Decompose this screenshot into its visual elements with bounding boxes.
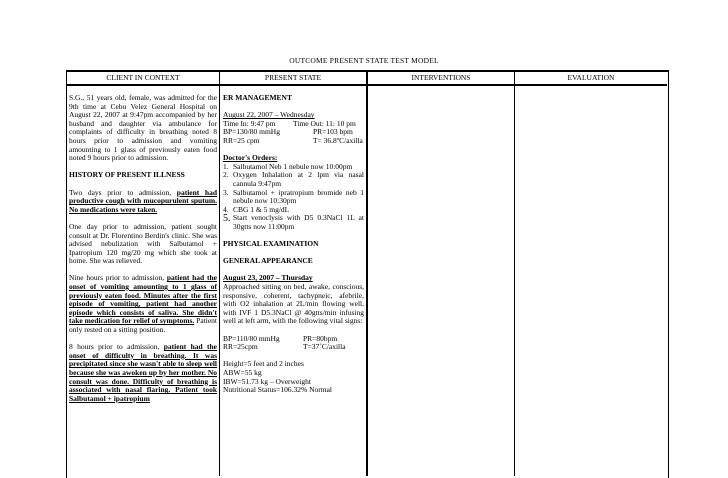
doctors-orders-list: [223, 163, 364, 232]
order-number: 1.: [223, 161, 229, 171]
present-state-column: [223, 94, 364, 395]
list-item: [223, 189, 364, 206]
order-number: 3.: [223, 187, 229, 197]
hpi-heading: HISTORY OF PRESENT ILLNESS: [69, 170, 185, 180]
client-in-context-column: [69, 94, 217, 403]
hpi-p4-lead: 8 hours prior to admission,: [69, 342, 160, 352]
er-management-heading: ER MANAGEMENT: [223, 93, 292, 102]
pulse-rate: PR=103 bpm: [313, 127, 353, 137]
temperature: T=37˚C/axilla: [303, 342, 346, 352]
vitals-row-4: [223, 343, 364, 352]
header-evaluation: EVALUATION: [567, 73, 615, 82]
hpi-p1-emphasis: patient had productive cough with mucopurulent sputum. No medications were taken.: [69, 187, 217, 214]
blood-pressure: BP=130/80 mmHg: [223, 127, 280, 137]
order-text: Salbutamol + ipratropium bromide neb 1 nebule now 10:30pm: [233, 187, 364, 206]
respiratory-rate: RR=25 cpm: [223, 135, 260, 145]
blood-pressure: BP=110/80 mmHg: [223, 333, 280, 343]
order-number: 5.: [223, 213, 231, 225]
order-number: 2.: [223, 170, 229, 180]
pulse-rate: PR=80bpm: [303, 333, 338, 343]
hpi-paragraph-4: [69, 343, 217, 403]
time-in: Time In: 9:47 pm: [223, 118, 276, 128]
doctors-orders-heading: Doctor's Orders:: [223, 153, 278, 163]
column-divider: [366, 70, 368, 476]
general-appearance-heading: GENERAL APPEARANCE: [223, 256, 313, 266]
general-appearance-text: Approached sitting on bed, awake, conscious, responsive, coherent, tachypneic, afebrile, with O2 inhalation at 2L/min flowing well, with IVF 1 D5.3NaCl @ 40gtts/min infusing well at left arm, with the following vital signs:: [223, 282, 364, 326]
hpi-p3-emphasis: patient had the onset of vomiting amounting to 1 glass of previously eaten food. Minutes after the first episode of vomiting, patient had another episode which consists of saliva. She didn't take medication for relief of symptoms.: [69, 273, 218, 326]
physical-examination-heading: PHYSICAL EXAMINATION: [223, 239, 319, 249]
pe-date: August 23, 2007 – Thursday: [223, 273, 313, 283]
nutritional-status: Nutritional Status=106.32% Normal: [223, 385, 333, 395]
temperature: T= 36.8ºC/axilla: [313, 135, 363, 145]
time-out: Time Out: 11: 10 pm: [293, 118, 356, 128]
document-title: OUTCOME PRESENT STATE TEST MODEL: [289, 56, 439, 65]
hpi-p1-lead: Two days prior to admission,: [69, 187, 172, 197]
hpi-paragraph-3: [69, 274, 217, 334]
hpi-p4-emphasis: patient had the onset of difficulty in breathing. It was precipitated since she wasn't able to sleep well because she was awoken up by her mother. No consult was done. Difficulty of breathing is associated with nasal flaring. Patient took Salbutamol + ipatropium: [69, 342, 218, 403]
order-text: Start venoclysis with D5 0.3NaCl 1L at 30gtts now 11:00pm: [233, 213, 364, 231]
actual-body-weight: ABW=55 kg: [223, 368, 262, 377]
order-text: CBG 1 & 5 mg/dL: [233, 204, 290, 214]
er-date: August 22, 2007 – Wednesday: [223, 110, 315, 120]
hpi-paragraph-1: [69, 189, 217, 215]
column-divider: [514, 70, 515, 476]
header-present-state: PRESENT STATE: [264, 73, 322, 82]
order-number: 4.: [223, 204, 229, 214]
hpi-p3-tail: Patient only rested on a sitting position.: [69, 316, 217, 335]
height: Height=5 feet and 2 inches: [223, 359, 304, 369]
ideal-body-weight: IBW=51.73 kg – Overweight: [223, 376, 311, 386]
order-text: Oxygen Inhalation at 2 lpm via nasal cannula 9:47pm: [233, 170, 364, 188]
list-item: [223, 214, 364, 231]
client-intro: S.G., 51 years old, female, was admitted for the 9th time at Cebu Velez General Hospital on August 22, 2007 at 9:47pm accompanied by her husband and daughter via ambulance for complaints of difficulty in breathing noted 8 hours prior to admission and vomiting amounting to 1 glass of previously eaten food noted 9 hours prior to admission.: [69, 93, 217, 163]
hpi-paragraph-2: One day prior to admission, patient sought consult at Dr. Florentino Berdin's clinic. She was advised nebulization with Salbutamol + Ipatropium 120 mg/20 mg which she took at home. She was relieved.: [69, 221, 217, 266]
respiratory-rate: RR=25cpm: [223, 342, 258, 352]
header-client-in-context: CLIENT IN CONTEXT: [106, 73, 180, 82]
header-interventions: INTERVENTIONS: [411, 73, 471, 82]
vitals-row-2: [223, 137, 364, 146]
list-item: [223, 171, 364, 188]
column-divider: [219, 70, 220, 476]
order-text: Salbutamol Neb 1 nebule now 10:00pm: [233, 161, 353, 171]
hpi-p3-lead: Nine hours prior to admission,: [69, 273, 165, 283]
